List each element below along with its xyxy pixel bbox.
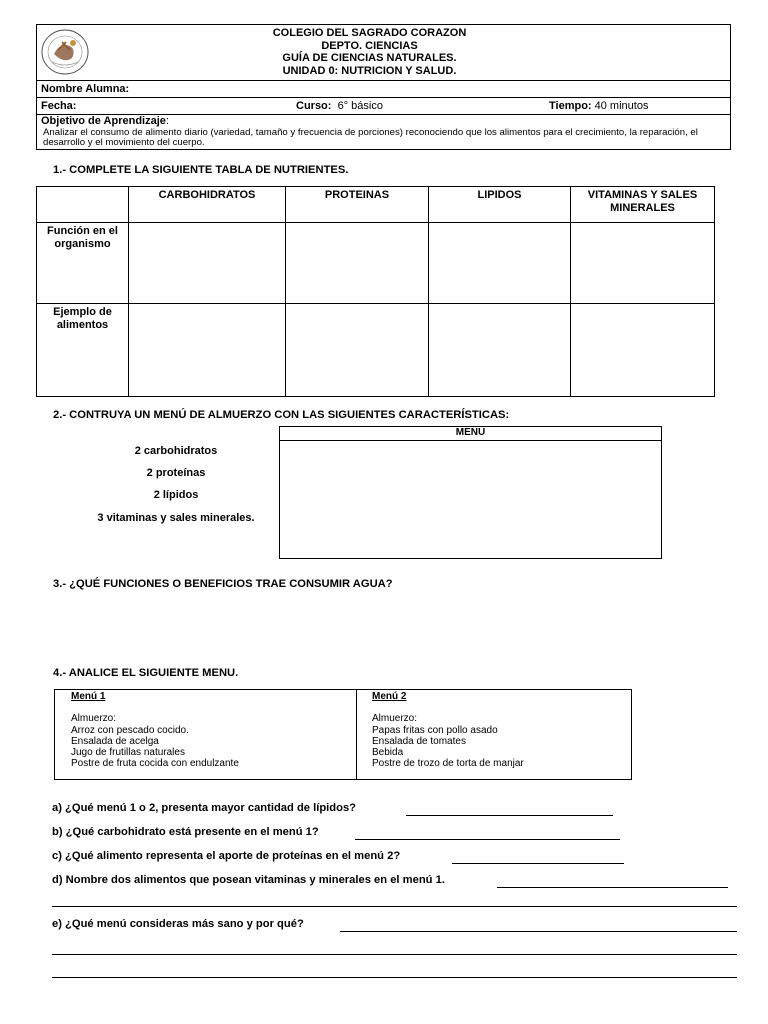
question-c: c) ¿Qué alimento representa el aporte de proteínas en el menú 2? — [52, 850, 401, 862]
time-field — [549, 98, 648, 114]
table-row — [37, 223, 715, 304]
school-name: COLEGIO DEL SAGRADO CORAZON — [272, 27, 467, 39]
list-item: Jugo de frutillas naturales — [71, 747, 185, 759]
answer-line-e[interactable] — [340, 931, 737, 932]
info-row — [37, 98, 730, 115]
objective-row: Objetivo de Aprendizaje: Analizar el consumo de alimento diario (variedad, tamaño y frecuencia de porciones) reconociendo que los alimentos para el crecimiento, la reparación, el desarrollo y el movimiento del cuerpo. — [37, 115, 730, 149]
col-header-lipids: LIPIDOS — [429, 187, 571, 223]
requirement-carbohydrates: 2 carbohidratos — [134, 445, 218, 457]
department: DEPTO. CIENCIAS — [321, 39, 418, 52]
menu-1-meal: Almuerzo: — [71, 713, 117, 725]
list-item: Papas fritas con pollo asado — [372, 724, 498, 736]
answer-cell[interactable] — [571, 304, 715, 397]
time-label: Tiempo: — [549, 100, 592, 112]
q2-title: 2.- CONTRUYA UN MENÚ DE ALMUERZO CON LAS SIGUIENTES CARACTERÍSTICAS: — [53, 409, 510, 421]
menu-comparison-table — [54, 689, 632, 780]
answer-line-e-extra[interactable] — [52, 954, 737, 955]
header-box — [36, 24, 731, 150]
answer-cell[interactable] — [429, 304, 571, 397]
menu-1-column — [55, 690, 356, 779]
question-d: d) Nombre dos alimentos que posean vitaminas y minerales en el menú 1. — [52, 874, 445, 886]
answer-cell[interactable] — [429, 223, 571, 304]
requirement-vitamins: 3 vitaminas y sales minerales. — [97, 512, 255, 524]
answer-cell[interactable] — [129, 304, 286, 397]
q3-title: 3.- ¿QUÉ FUNCIONES O BENEFICIOS TRAE CONSUMIR AGUA? — [53, 578, 393, 590]
guide-title: GUÍA DE CIENCIAS NATURALES. — [282, 52, 457, 64]
objective-label: Objetivo de Aprendizaje — [41, 115, 166, 127]
row-header-examples: Ejemplo de alimentos — [37, 304, 129, 397]
menu-box-header: MENU — [280, 427, 661, 441]
student-name-label: Nombre Alumna: — [41, 83, 130, 95]
answer-line-a[interactable] — [406, 815, 613, 816]
answer-cell[interactable] — [571, 223, 715, 304]
requirement-proteins: 2 proteínas — [146, 467, 206, 479]
course-field — [296, 98, 383, 114]
row-header-function: Función en el organismo — [37, 223, 129, 304]
list-item: Postre de fruta cocida con endulzante — [71, 758, 239, 770]
answer-line-d[interactable] — [497, 887, 728, 888]
time-value: 40 minutos — [594, 100, 649, 112]
col-header-vitamins: VITAMINAS Y SALES MINERALES — [571, 187, 715, 223]
col-header-proteins: PROTEINAS — [286, 187, 429, 223]
table-header-row — [37, 187, 715, 223]
requirement-lipids: 2 lípidos — [153, 489, 199, 501]
list-item: Postre de trozo de torta de manjar — [372, 758, 524, 770]
question-b: b) ¿Qué carbohidrato está presente en el menú 1? — [52, 826, 319, 838]
q4-title: 4.- ANALICE EL SIGUIENTE MENU. — [53, 667, 239, 679]
table-row — [37, 304, 715, 397]
list-item: Ensalada de tomates — [372, 735, 466, 747]
menu-2-column — [356, 690, 632, 779]
menu-2-name: Menú 2 — [372, 691, 407, 702]
answer-line-e-extra[interactable] — [52, 977, 737, 978]
menu-2-meal: Almuerzo: — [372, 713, 418, 725]
table-corner-cell — [37, 187, 129, 223]
header-title-area — [37, 25, 730, 81]
menu-answer-box[interactable] — [279, 426, 662, 559]
unit-title: UNIDAD 0: NUTRICION Y SALUD. — [282, 64, 457, 77]
objective-text: Analizar el consumo de alimento diario (variedad, tamaño y frecuencia de porciones) reconociendo que los alimentos para el crecimiento, la reparación, el desarrollo y el movimiento del cuerpo. — [43, 126, 698, 149]
q1-title: 1.- COMPLETE LA SIGUIENTE TABLA DE NUTRIENTES. — [53, 164, 349, 176]
list-item: Ensalada de acelga — [71, 735, 159, 747]
answer-line-c[interactable] — [452, 863, 624, 864]
answer-cell[interactable] — [129, 223, 286, 304]
answer-line-d-extra[interactable] — [52, 906, 737, 907]
answer-cell[interactable] — [286, 223, 429, 304]
question-a: a) ¿Qué menú 1 o 2, presenta mayor cantidad de lípidos? — [52, 802, 356, 814]
date-label: Fecha: — [41, 100, 77, 112]
menu-1-name: Menú 1 — [71, 691, 106, 702]
col-header-carbohydrates: CARBOHIDRATOS — [129, 187, 286, 223]
list-item: Arroz con pescado cocido. — [71, 724, 189, 736]
course-label: Curso: — [296, 100, 332, 112]
nutrients-table — [36, 186, 715, 397]
answer-line-b[interactable] — [355, 839, 620, 840]
course-value: 6° básico — [337, 100, 383, 112]
answer-cell[interactable] — [286, 304, 429, 397]
student-name-row[interactable] — [37, 81, 730, 98]
list-item: Bebida — [372, 747, 404, 759]
question-e: e) ¿Qué menú consideras más sano y por qué? — [52, 918, 304, 930]
